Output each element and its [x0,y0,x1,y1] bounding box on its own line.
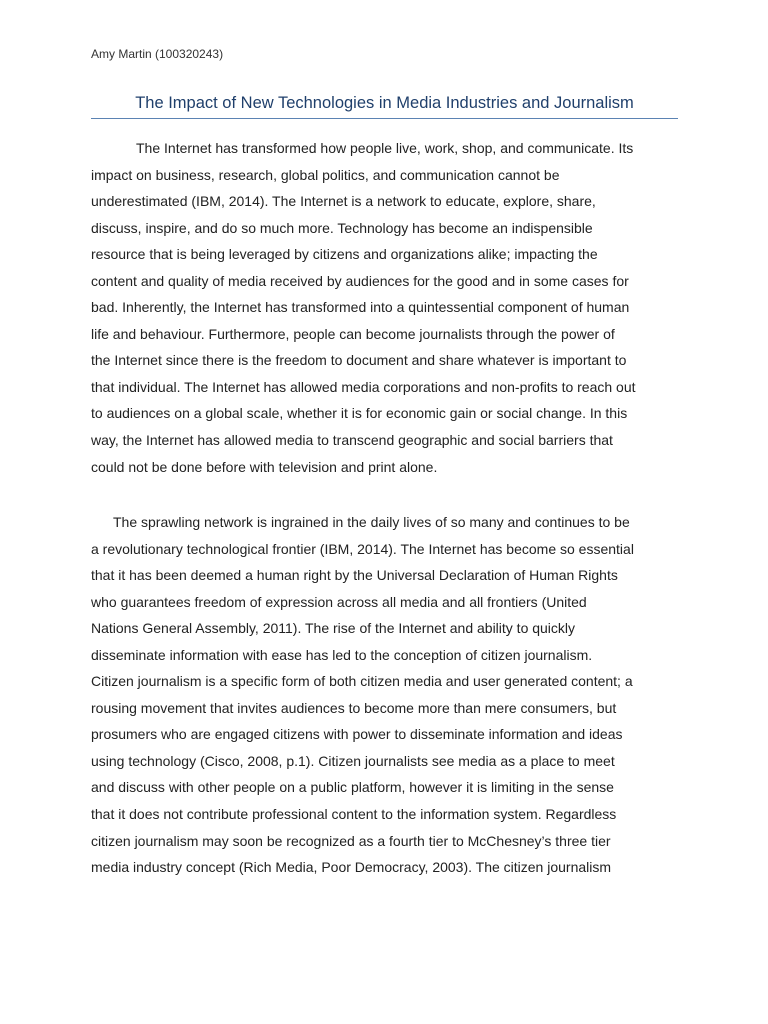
paragraph-line: media industry concept (Rich Media, Poor Democracy, 2003). The citizen journalism [91,859,612,876]
paragraph-2 [91,509,691,881]
paragraph-line: citizen journalism may soon be recognized as a fourth tier to McChesney’s three tier [91,832,611,849]
paragraph-line: impact on business, research, global politics, and communication cannot be [91,166,560,183]
paragraph-line: The sprawling network is ingrained in the daily lives of so many and continues to be [113,514,630,530]
paragraph-line: could not be done before with television and print alone. [91,458,438,475]
paragraph-line: disseminate information with ease has led to the conception of citizen journalism. [91,646,593,663]
author-line: Amy Martin (100320243) [91,47,224,61]
paragraph-line: Nations General Assembly, 2011). The rise of the Internet and ability to quickly [91,620,576,637]
paragraph-line: to audiences on a global scale, whether it is for economic gain or social change. In this [91,405,628,422]
paragraph-line: resource that is being leveraged by citizens and organizations alike; impacting the [91,246,598,263]
paragraph-line: and discuss with other people on a public platform, however it is limiting in the sense [91,779,614,796]
paragraph-line: life and behaviour. Furthermore, people can become journalists through the power of [91,325,615,342]
paragraph-line: content and quality of media received by audiences for the good and in some cases for [91,272,629,289]
document-title: The Impact of New Technologies in Media Industries and Journalism [135,94,634,112]
paragraph-line: discuss, inspire, and do so much more. Technology has become an indispensible [91,219,593,236]
paragraph-line: a revolutionary technological frontier (IBM, 2014). The Internet has become so essential [91,540,634,557]
paragraph-line: who guarantees freedom of expression across all media and all frontiers (United [91,593,587,610]
paragraph-line: rousing movement that invites audiences to become more than mere consumers, but [91,699,617,716]
paragraph-line: using technology (Cisco, 2008, p.1). Citizen journalists see media as a place to meet [91,752,615,769]
paragraph-line: underestimated (IBM, 2014). The Internet is a network to educate, explore, share, [91,193,596,210]
paragraph-line: bad. Inherently, the Internet has transformed into a quintessential component of human [91,299,630,316]
paragraph-line: way, the Internet has allowed media to transcend geographic and social barriers that [91,432,613,449]
paragraph-1 [91,135,691,480]
paragraph-line: that it has been deemed a human right by the Universal Declaration of Human Rights [91,567,618,584]
paragraph-line: The Internet has transformed how people live, work, shop, and communicate. Its [136,140,634,156]
paragraph-line: Citizen journalism is a specific form of both citizen media and user generated content; a [91,673,633,690]
paragraph-line: prosumers who are engaged citizens with power to disseminate information and ideas [91,726,623,743]
paragraph-line: the Internet since there is the freedom to document and share whatever is important to [91,352,627,369]
paragraph-line: that it does not contribute professional content to the information system. Regardless [91,806,617,823]
title-underline [91,118,678,119]
paragraph-line: that individual. The Internet has allowed media corporations and non-profits to reach out [91,378,636,395]
